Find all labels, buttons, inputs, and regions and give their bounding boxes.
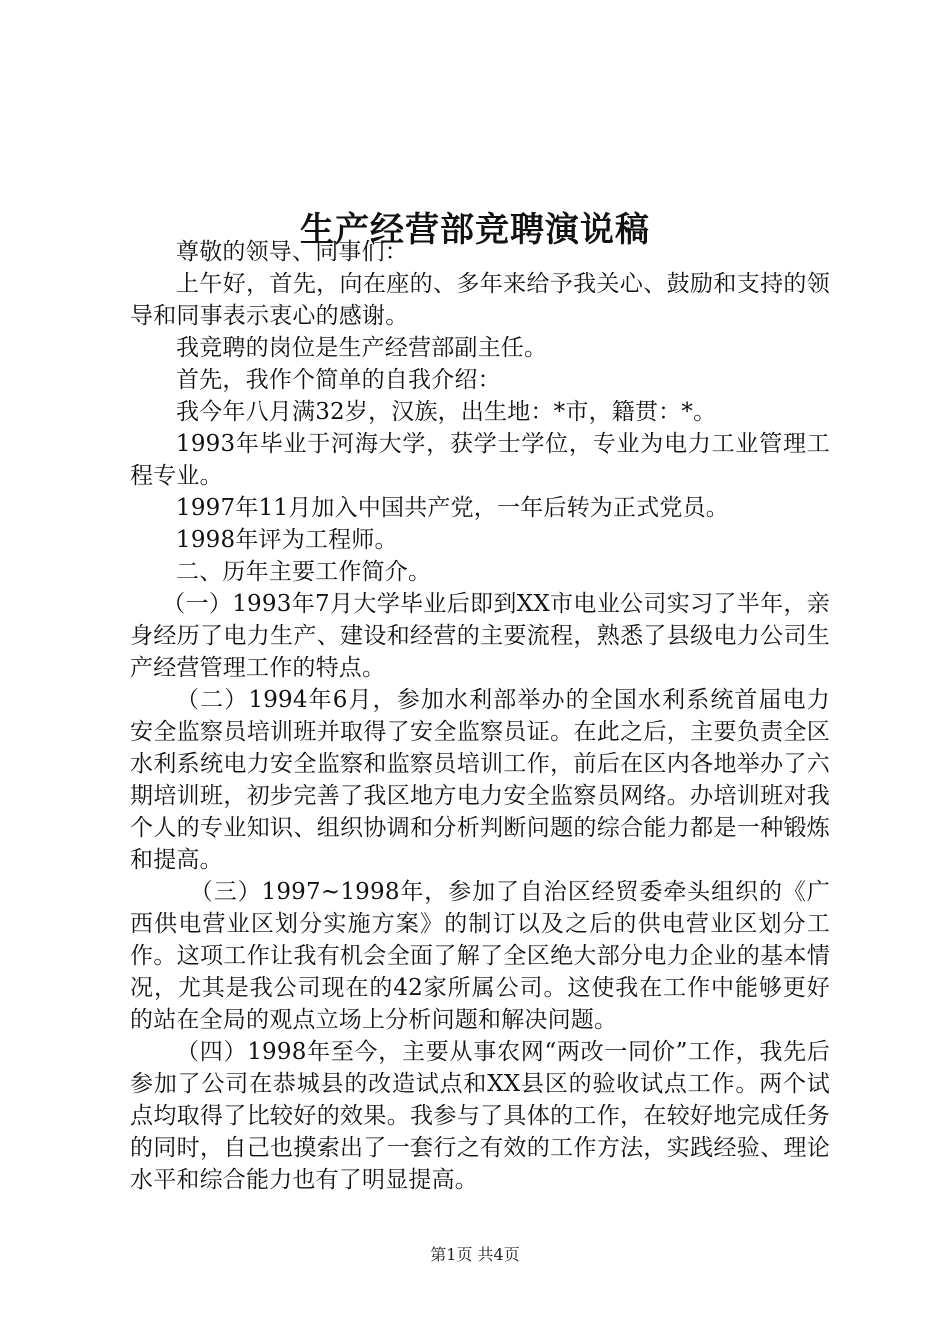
paragraph-work-3: （三）1997~1998年，参加了自治区经贸委牵头组织的《广西供电营业区划分实施方案》的制订以及之后的供电营业区划分工作。这项工作让我有机会全面了解了全区绝大部分电力企业的基本情况，尤其是我公司现在的42家所属公司。这使我在工作中能够更好的站在全局的观点立场上分析问题和解决问题。 xyxy=(130,879,830,1033)
paragraph-section-heading: 二、历年主要工作简介。 xyxy=(176,559,432,585)
page-number-footer: 第1页 共4页 xyxy=(430,1245,520,1264)
paragraph-work-4: （四）1998年至今，主要从事农网“两改一同价”工作，我先后参加了公司在恭城县的改造试点和XX县区的验收试点工作。两个试点均取得了比较好的效果。我参与了具体的工作，在较好地完成任务的同时，自己也摸索出了一套行之有效的工作方法，实践经验、理论水平和综合能力也有了明显提高。 xyxy=(130,1039,830,1193)
paragraph-engineer: 1998年评为工程师。 xyxy=(176,527,398,553)
document-title: 生产经营部竞聘演说稿 xyxy=(300,209,650,250)
paragraph-personal-info: 我今年八月满32岁，汉族，出生地：*市，籍贯：*。 xyxy=(176,399,717,425)
paragraph-intro-lead: 首先，我作个简单的自我介绍： xyxy=(176,367,501,393)
paragraph-position: 我竞聘的岗位是生产经营部副主任。 xyxy=(176,335,548,361)
paragraph-party: 1997年11月加入中国共产党，一年后转为正式党员。 xyxy=(176,495,729,521)
paragraph-greeting: 尊敬的领导、同事们： xyxy=(176,239,408,265)
document-body xyxy=(130,236,830,1196)
paragraph-thanks: 上午好，首先，向在座的、多年来给予我关心、鼓励和支持的领导和同事表示衷心的感谢。 xyxy=(130,271,830,329)
paragraph-education: 1993年毕业于河海大学，获学士学位，专业为电力工业管理工程专业。 xyxy=(130,431,830,489)
paragraph-work-2: （二）1994年6月，参加水利部举办的全国水利系统首届电力安全监察员培训班并取得了安全监察员证。在此之后，主要负责全区水利系统电力安全监察和监察员培训工作，前后在区内各地举办了六期培训班，初步完善了我区地方电力安全监察员网络。办培训班对我个人的专业知识、组织协调和分析判断问题的综合能力都是一种锻炼和提高。 xyxy=(130,687,830,873)
paragraph-work-1: （一）1993年7月大学毕业后即到XX市电业公司实习了半年，亲身经历了电力生产、建设和经营的主要流程，熟悉了县级电力公司生产经营管理工作的特点。 xyxy=(130,591,830,681)
